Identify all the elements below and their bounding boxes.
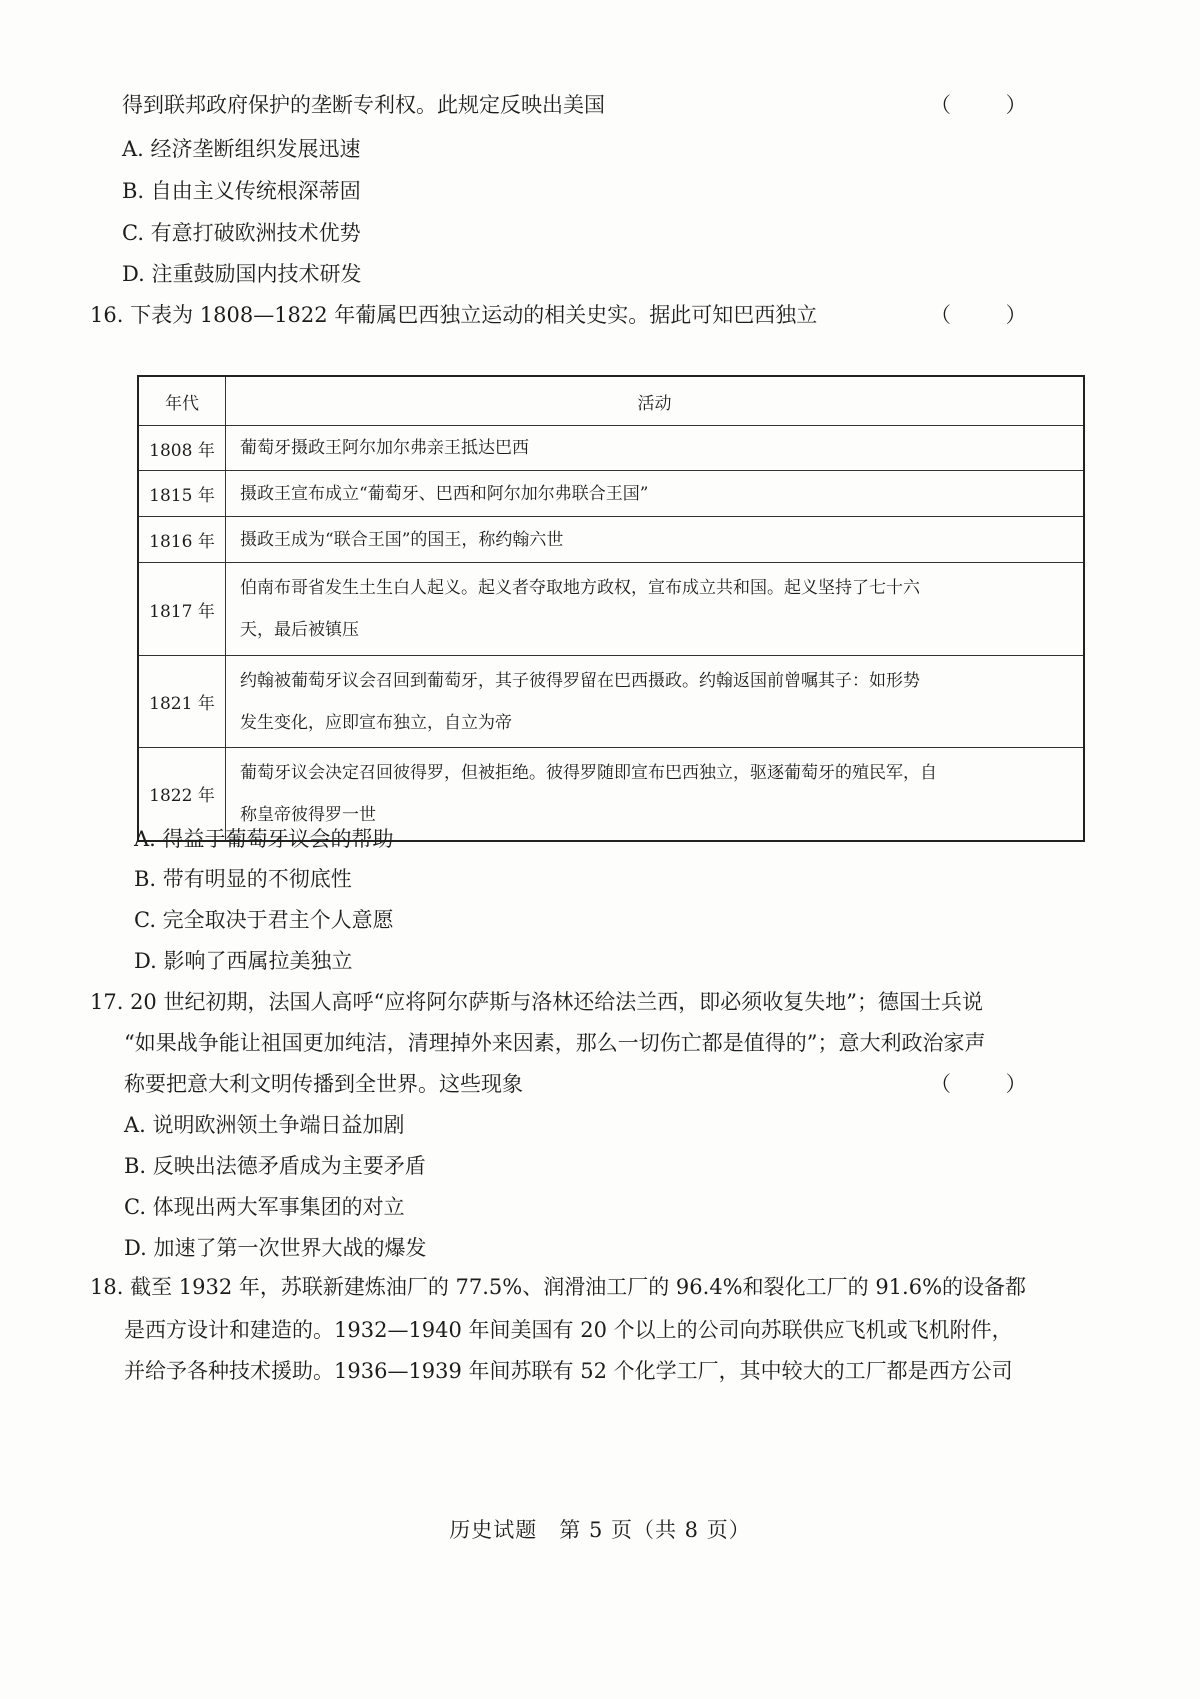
q17-option-d: D. 加速了第一次世界大战的爆发 [124,1236,427,1260]
table-row [138,517,1084,563]
row-year: 1821 年 [138,656,226,748]
q17-option-c: C. 体现出两大军事集团的对立 [124,1195,405,1219]
table-header-row [138,376,1084,426]
table-row [138,656,1084,748]
activity-line: 伯南布哥省发生土生白人起义。起义者夺取地方政权，宣布成立共和国。起义坚持了七十六 [240,578,920,598]
q16-option-d: D. 影响了西属拉美独立 [134,949,353,973]
row-activity [226,426,1085,471]
activity-line: 摄政王成为“联合王国”的国王，称约翰六世 [240,529,564,550]
activity-line: 葡萄牙议会决定召回彼得罗，但被拒绝。彼得罗随即宣布巴西独立，驱逐葡萄牙的殖民军，自 [240,762,937,783]
q17-option-a: A. 说明欧洲领土争端日益加剧 [124,1113,405,1137]
q16-option-c: C. 完全取决于君主个人意愿 [134,908,394,932]
q17-stem-line-1: 17. 20 世纪初期，法国人高呼“应将阿尔萨斯与洛林还给法兰西，即必须收复失地”；德国士兵说 [90,990,983,1014]
q17-option-b: B. 反映出法德矛盾成为主要矛盾 [124,1154,426,1178]
q17-answer-paren: （ ） [930,1072,1051,1096]
activity-line: 葡萄牙摄政王阿尔加尔弗亲王抵达巴西 [240,438,529,458]
q15-option-c: C. 有意打破欧洲技术优势 [122,221,361,245]
q15-option-a: A. 经济垄断组织发展迅速 [122,137,361,161]
activity-line: 摄政王宣布成立“葡萄牙、巴西和阿尔加尔弗联合王国” [240,483,649,504]
q17-stem-line-2: “如果战争能让祖国更加纯洁，清理掉外来因素，那么一切伤亡都是值得的”；意大利政治家声 [124,1031,986,1055]
q18-stem-line-3: 并给予各种技术援助。1936—1939 年间苏联有 52 个化学工厂，其中较大的工厂都是西方公司 [124,1359,1013,1383]
table-row [138,471,1084,517]
activity-line: 约翰被葡萄牙议会召回到葡萄牙，其子彼得罗留在巴西摄政。约翰返国前曾嘱其子：如形势 [240,670,920,691]
q15-option-d: D. 注重鼓励国内技术研发 [122,262,362,286]
q15-option-b: B. 自由主义传统根深蒂固 [122,179,361,203]
q18-stem-line-2: 是西方设计和建造的。1932—1940 年间美国有 20 个以上的公司向苏联供应飞机或飞机附件， [124,1318,1013,1342]
q15-stem-continuation: 得到联邦政府保护的垄断专利权。此规定反映出美国 [122,93,605,117]
row-year: 1817 年 [138,563,226,656]
q16-answer-paren: （ ） [930,303,1051,327]
q16-option-a: A. 得益于葡萄牙议会的帮助 [134,827,394,851]
row-year: 1808 年 [138,426,226,471]
activity-line: 天，最后被镇压 [240,620,359,640]
table-row [138,426,1084,471]
brazil-independence-table [137,375,1085,842]
row-year: 1816 年 [138,517,226,563]
row-activity [226,517,1085,563]
q16-option-b: B. 带有明显的不彻底性 [134,867,352,891]
row-activity [226,656,1085,748]
activity-line: 称皇帝彼得罗一世 [240,804,376,825]
table-row [138,563,1084,656]
header-activity: 活动 [226,376,1085,426]
q17-stem-line-3: 称要把意大利文明传播到全世界。这些现象 [124,1072,523,1096]
row-year: 1822 年 [138,748,226,841]
row-year: 1815 年 [138,471,226,517]
header-year: 年代 [138,376,226,426]
row-activity [226,563,1085,656]
activity-line: 发生变化，应即宣布独立，自立为帝 [240,712,512,733]
page-footer: 历史试题 第 5 页（共 8 页） [449,1518,751,1542]
q15-answer-paren: （ ） [930,93,1051,117]
q18-stem-line-1: 18. 截至 1932 年，苏联新建炼油厂的 77.5%、润滑油工厂的 96.4%和裂化工厂的 91.6%的设备都 [90,1275,1027,1299]
row-activity [226,471,1085,517]
q16-stem: 16. 下表为 1808—1822 年葡属巴西独立运动的相关史实。据此可知巴西独立 [90,303,818,327]
